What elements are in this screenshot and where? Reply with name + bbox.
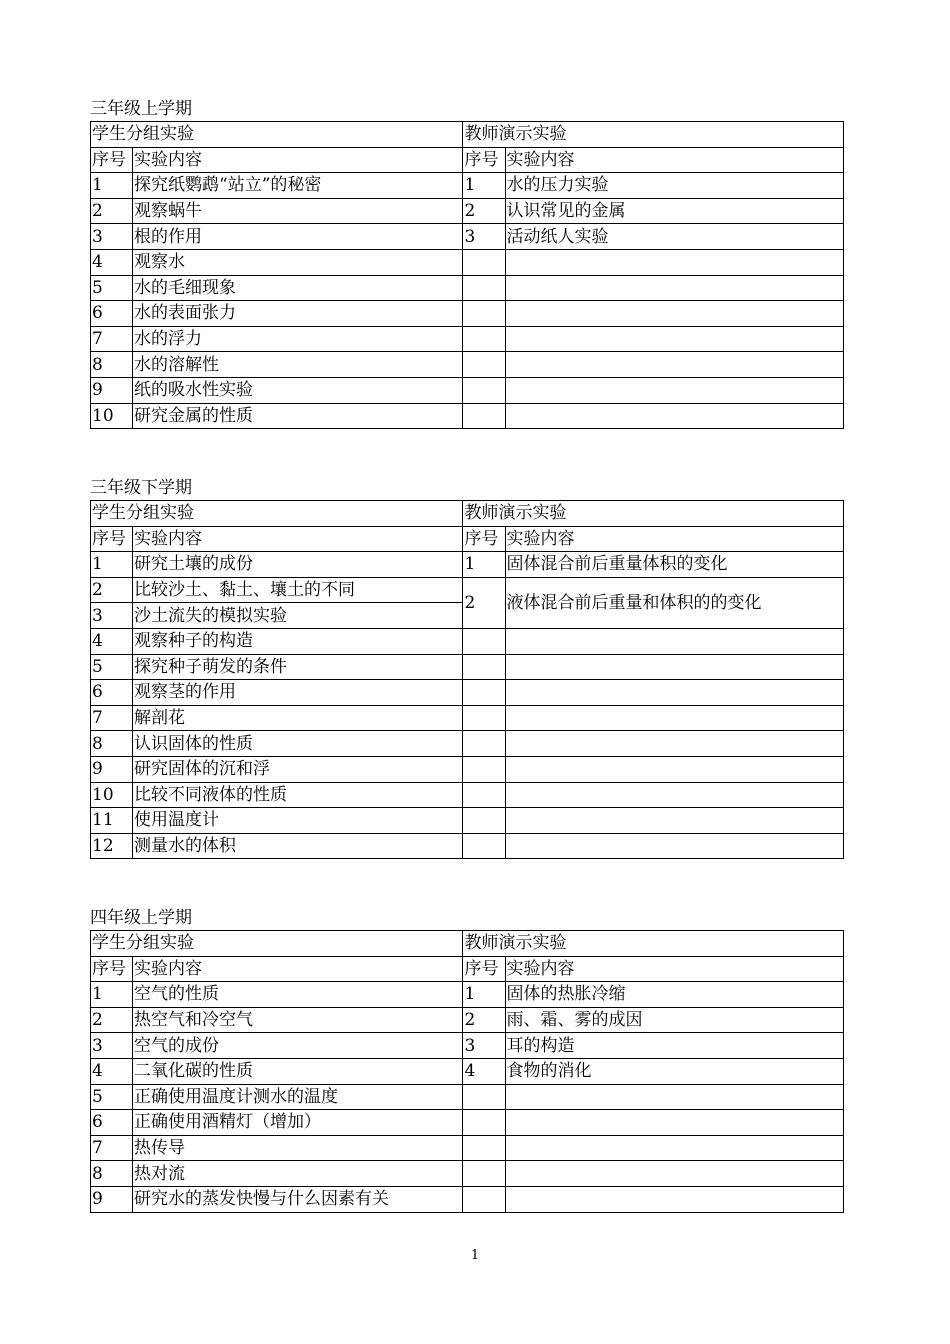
student-no-header: 序号 [91, 526, 133, 552]
teacher-experiment-cell [505, 275, 843, 301]
student-no-cell: 11 [91, 808, 133, 834]
table-row [91, 982, 844, 1008]
section-grade3-term1 [90, 97, 844, 429]
student-experiment-cell: 研究土壤的成份 [133, 552, 463, 578]
teacher-experiment-cell [505, 403, 843, 429]
column-header-row [91, 147, 844, 173]
table-row [91, 1135, 844, 1161]
teacher-experiment-cell [505, 756, 843, 782]
student-no-cell: 1 [91, 552, 133, 578]
teacher-no-cell [463, 326, 505, 352]
student-experiment-cell: 水的表面张力 [133, 301, 463, 327]
student-experiment-cell: 二氧化碳的性质 [133, 1058, 463, 1084]
teacher-no-cell: 3 [463, 224, 505, 250]
teacher-experiment-cell: 活动纸人实验 [505, 224, 843, 250]
student-no-cell: 8 [91, 1161, 133, 1187]
teacher-no-cell [463, 654, 505, 680]
teacher-content-header: 实验内容 [505, 147, 843, 173]
teacher-experiment-cell [505, 301, 843, 327]
student-experiment-cell: 空气的成份 [133, 1033, 463, 1059]
student-experiment-cell: 沙土流失的模拟实验 [133, 603, 463, 629]
table-row [91, 173, 844, 199]
teacher-content-header: 实验内容 [505, 956, 843, 982]
teacher-demo-header: 教师演示实验 [463, 931, 844, 957]
student-no-cell: 7 [91, 326, 133, 352]
teacher-no-cell [463, 275, 505, 301]
student-experiment-cell: 研究金属的性质 [133, 403, 463, 429]
teacher-no-cell [463, 249, 505, 275]
student-content-header: 实验内容 [133, 147, 463, 173]
teacher-no-header: 序号 [463, 526, 505, 552]
teacher-content-header: 实验内容 [505, 526, 843, 552]
student-experiment-cell: 使用温度计 [133, 808, 463, 834]
table-row [91, 1007, 844, 1033]
student-no-cell: 3 [91, 603, 133, 629]
table-row [91, 654, 844, 680]
student-experiment-cell: 观察水 [133, 249, 463, 275]
table-row [91, 403, 844, 429]
student-no-cell: 7 [91, 1135, 133, 1161]
table-row [91, 301, 844, 327]
student-no-cell: 5 [91, 1084, 133, 1110]
table-row [91, 352, 844, 378]
table-row [91, 1161, 844, 1187]
table-row [91, 680, 844, 706]
table-row [91, 1110, 844, 1136]
student-experiment-cell: 研究水的蒸发快慢与什么因素有关 [133, 1186, 463, 1212]
teacher-experiment-cell [505, 1110, 843, 1136]
teacher-experiment-cell [505, 326, 843, 352]
teacher-experiment-cell: 液体混合前后重量和体积的的变化 [505, 577, 843, 628]
teacher-no-cell: 1 [463, 552, 505, 578]
student-experiment-cell: 比较不同液体的性质 [133, 782, 463, 808]
teacher-experiment-cell [505, 680, 843, 706]
table-row [91, 377, 844, 403]
table-row [91, 705, 844, 731]
table-row [91, 628, 844, 654]
experiment-table [90, 500, 844, 859]
student-no-cell: 5 [91, 275, 133, 301]
student-no-cell: 9 [91, 377, 133, 403]
group-header-row [91, 931, 844, 957]
teacher-experiment-cell: 食物的消化 [505, 1058, 843, 1084]
table-row [91, 808, 844, 834]
student-experiment-cell: 水的浮力 [133, 326, 463, 352]
table-row [91, 782, 844, 808]
student-no-cell: 3 [91, 224, 133, 250]
teacher-no-cell [463, 403, 505, 429]
student-experiment-cell: 探究纸鹦鹉“站立”的秘密 [133, 173, 463, 199]
teacher-no-cell [463, 808, 505, 834]
table-row [91, 275, 844, 301]
section-title: 四年级上学期 [90, 908, 192, 928]
teacher-experiment-cell [505, 1135, 843, 1161]
teacher-no-cell [463, 352, 505, 378]
teacher-no-cell [463, 1084, 505, 1110]
teacher-no-cell [463, 782, 505, 808]
section-grade3-term2 [90, 476, 844, 859]
student-no-cell: 10 [91, 782, 133, 808]
teacher-no-cell [463, 756, 505, 782]
teacher-experiment-cell: 雨、霜、雾的成因 [505, 1007, 843, 1033]
experiment-table [90, 930, 844, 1213]
teacher-no-cell [463, 1135, 505, 1161]
student-experiment-cell: 热空气和冷空气 [133, 1007, 463, 1033]
student-no-cell: 2 [91, 198, 133, 224]
teacher-no-cell: 1 [463, 173, 505, 199]
table-row [91, 224, 844, 250]
student-experiment-cell: 研究固体的沉和浮 [133, 756, 463, 782]
teacher-experiment-cell [505, 249, 843, 275]
student-group-header: 学生分组实验 [91, 931, 463, 957]
table-row [91, 1033, 844, 1059]
student-no-cell: 2 [91, 1007, 133, 1033]
teacher-experiment-cell [505, 782, 843, 808]
student-experiment-cell: 水的溶解性 [133, 352, 463, 378]
teacher-no-cell [463, 301, 505, 327]
table-row [91, 249, 844, 275]
column-header-row [91, 956, 844, 982]
student-no-cell: 4 [91, 1058, 133, 1084]
student-no-cell: 6 [91, 301, 133, 327]
student-no-header: 序号 [91, 956, 133, 982]
teacher-no-cell [463, 705, 505, 731]
teacher-demo-header: 教师演示实验 [463, 501, 844, 527]
experiment-table [90, 121, 844, 429]
teacher-experiment-cell [505, 731, 843, 757]
section-title: 三年级上学期 [90, 99, 192, 119]
student-no-cell: 6 [91, 1110, 133, 1136]
teacher-experiment-cell [505, 1084, 843, 1110]
student-no-cell: 12 [91, 833, 133, 859]
teacher-experiment-cell: 认识常见的金属 [505, 198, 843, 224]
student-no-cell: 5 [91, 654, 133, 680]
student-experiment-cell: 观察种子的构造 [133, 628, 463, 654]
teacher-experiment-cell: 固体的热胀冷缩 [505, 982, 843, 1008]
teacher-experiment-cell: 耳的构造 [505, 1033, 843, 1059]
teacher-no-cell [463, 1161, 505, 1187]
teacher-demo-header: 教师演示实验 [463, 122, 844, 148]
table-row [91, 1058, 844, 1084]
teacher-no-cell [463, 680, 505, 706]
table-row [91, 1186, 844, 1212]
section-title: 三年级下学期 [90, 478, 192, 498]
teacher-no-cell [463, 1186, 505, 1212]
teacher-no-cell: 2 [463, 1007, 505, 1033]
table-row [91, 198, 844, 224]
student-no-cell: 1 [91, 982, 133, 1008]
teacher-experiment-cell [505, 833, 843, 859]
teacher-experiment-cell [505, 352, 843, 378]
teacher-no-cell: 4 [463, 1058, 505, 1084]
student-no-cell: 4 [91, 628, 133, 654]
teacher-experiment-cell [505, 377, 843, 403]
table-row [91, 552, 844, 578]
teacher-no-header: 序号 [463, 956, 505, 982]
student-experiment-cell: 水的毛细现象 [133, 275, 463, 301]
student-experiment-cell: 正确使用酒精灯（增加） [133, 1110, 463, 1136]
student-experiment-cell: 认识固体的性质 [133, 731, 463, 757]
teacher-experiment-cell [505, 1161, 843, 1187]
student-experiment-cell: 根的作用 [133, 224, 463, 250]
student-experiment-cell: 纸的吸水性实验 [133, 377, 463, 403]
group-header-row [91, 501, 844, 527]
student-no-cell: 8 [91, 352, 133, 378]
student-group-header: 学生分组实验 [91, 122, 463, 148]
teacher-experiment-cell: 固体混合前后重量体积的变化 [505, 552, 843, 578]
teacher-no-cell: 1 [463, 982, 505, 1008]
column-header-row [91, 526, 844, 552]
student-experiment-cell: 解剖花 [133, 705, 463, 731]
table-row [91, 756, 844, 782]
student-no-cell: 9 [91, 756, 133, 782]
student-no-cell: 4 [91, 249, 133, 275]
teacher-experiment-cell [505, 808, 843, 834]
student-no-cell: 10 [91, 403, 133, 429]
student-no-cell: 3 [91, 1033, 133, 1059]
student-no-cell: 9 [91, 1186, 133, 1212]
student-experiment-cell: 测量水的体积 [133, 833, 463, 859]
student-experiment-cell: 比较沙土、黏土、壤土的不同 [133, 577, 463, 603]
teacher-no-cell: 2 [463, 577, 505, 628]
student-experiment-cell: 空气的性质 [133, 982, 463, 1008]
teacher-no-cell [463, 377, 505, 403]
table-row [91, 577, 844, 603]
student-no-cell: 2 [91, 577, 133, 603]
student-experiment-cell: 探究种子萌发的条件 [133, 654, 463, 680]
group-header-row [91, 122, 844, 148]
teacher-no-cell [463, 731, 505, 757]
teacher-no-cell: 2 [463, 198, 505, 224]
student-no-cell: 6 [91, 680, 133, 706]
student-experiment-cell: 观察蜗牛 [133, 198, 463, 224]
teacher-experiment-cell [505, 1186, 843, 1212]
student-experiment-cell: 正确使用温度计测水的温度 [133, 1084, 463, 1110]
student-no-header: 序号 [91, 147, 133, 173]
table-row [91, 1084, 844, 1110]
student-experiment-cell: 观察茎的作用 [133, 680, 463, 706]
teacher-no-header: 序号 [463, 147, 505, 173]
table-row [91, 326, 844, 352]
student-no-cell: 1 [91, 173, 133, 199]
teacher-experiment-cell [505, 654, 843, 680]
student-experiment-cell: 热传导 [133, 1135, 463, 1161]
teacher-experiment-cell: 水的压力实验 [505, 173, 843, 199]
section-grade4-term1 [90, 906, 844, 1213]
student-experiment-cell: 热对流 [133, 1161, 463, 1187]
teacher-no-cell: 3 [463, 1033, 505, 1059]
teacher-no-cell [463, 833, 505, 859]
student-group-header: 学生分组实验 [91, 501, 463, 527]
teacher-no-cell [463, 1110, 505, 1136]
teacher-experiment-cell [505, 705, 843, 731]
teacher-experiment-cell [505, 628, 843, 654]
page-number: 1 [470, 1248, 480, 1263]
student-content-header: 实验内容 [133, 526, 463, 552]
table-row [91, 833, 844, 859]
teacher-no-cell [463, 628, 505, 654]
table-row [91, 731, 844, 757]
student-no-cell: 8 [91, 731, 133, 757]
student-no-cell: 7 [91, 705, 133, 731]
student-content-header: 实验内容 [133, 956, 463, 982]
